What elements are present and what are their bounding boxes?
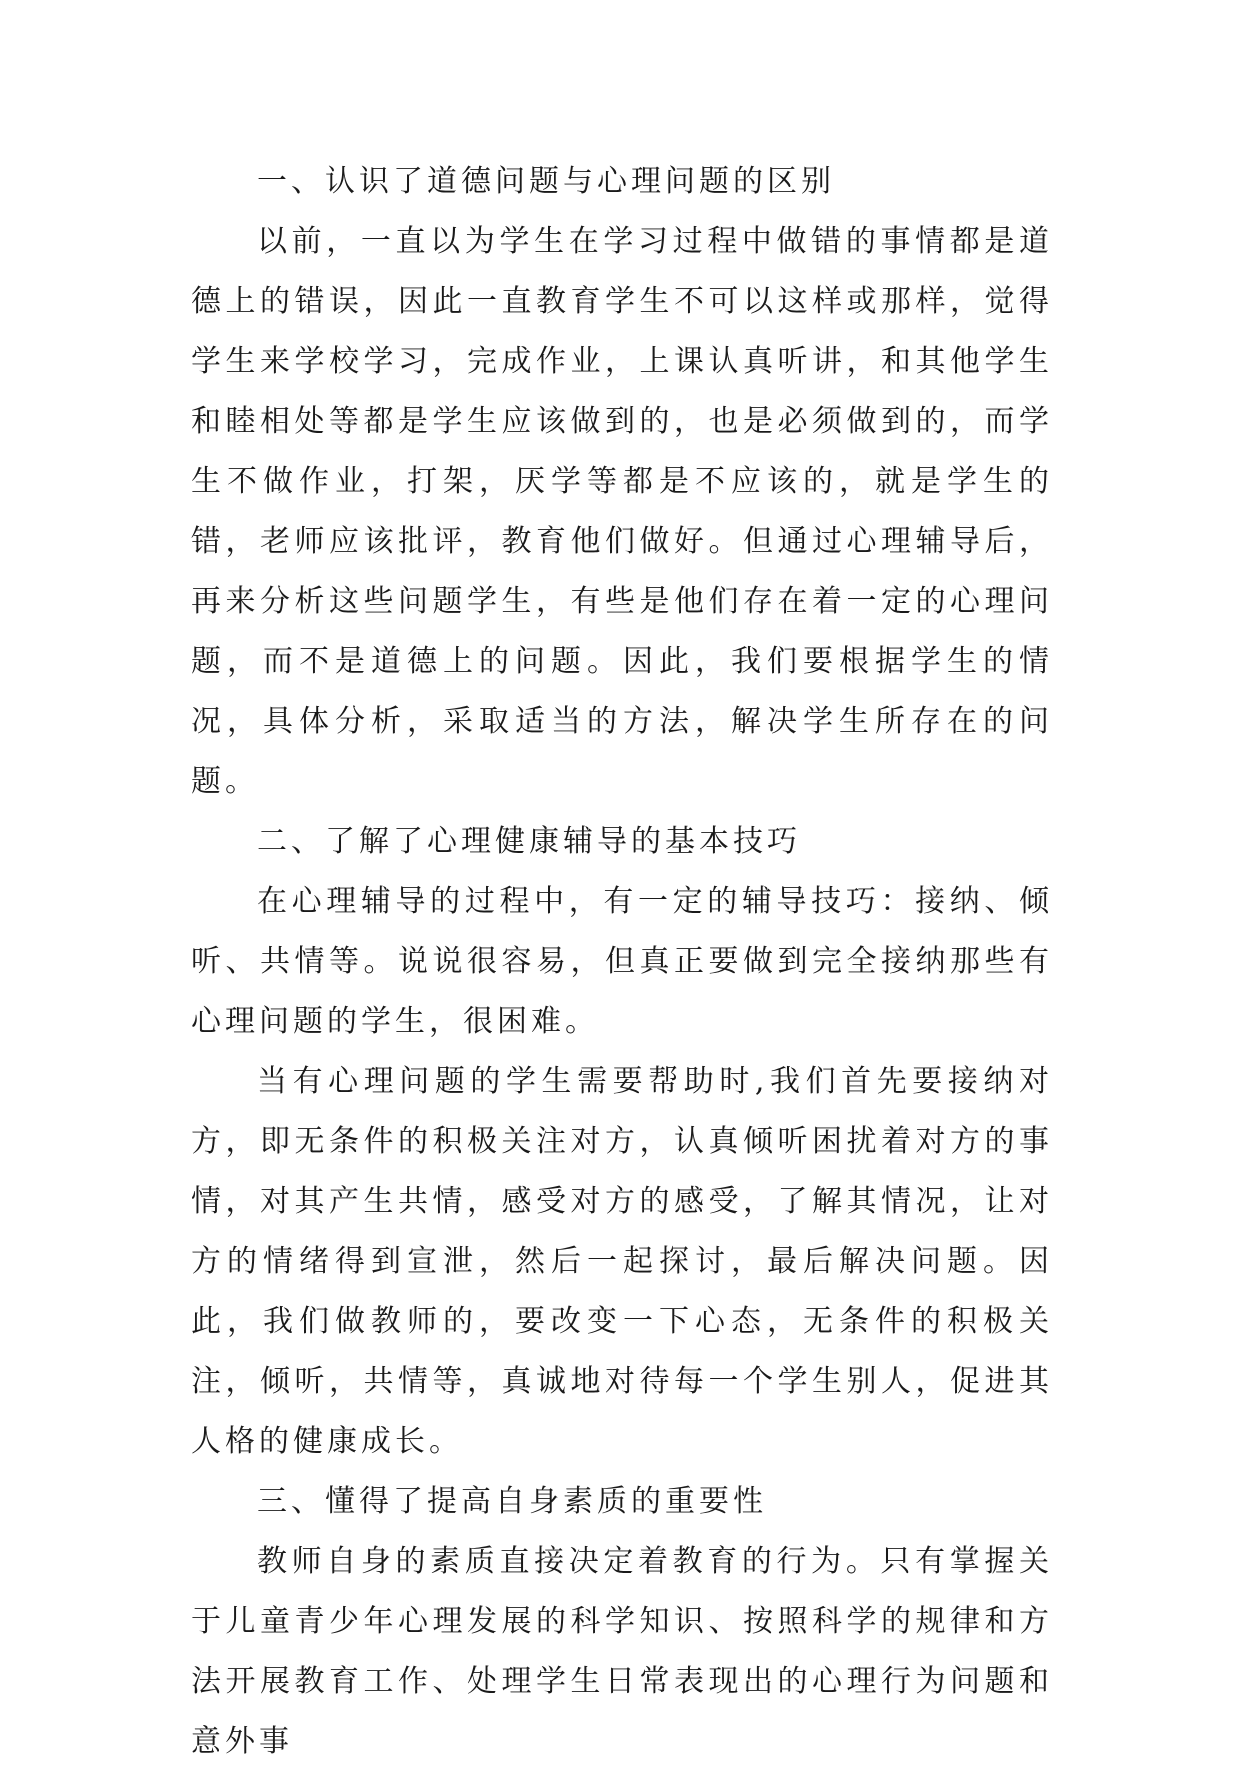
section-1-paragraph-1: 以前，一直以为学生在学习过程中做错的事情都是道德上的错误，因此一直教育学生不可以这样或那样，觉得学生来学校学习，完成作业，上课认真听讲，和其他学生和睦相处等都是学生应该做到的，也是必须做到的，而学生不做作业，打架，厌学等都是不应该的，就是学生的错，老师应该批评，教育他们做好。但通过心理辅导后，再来分析这些问题学生，有些是他们存在着一定的心理问题，而不是道德上的问题。因此，我们要根据学生的情况，具体分析，采取适当的方法，解决学生所存在的问题。 xyxy=(191,224,1053,799)
section-heading-2: 二、了解了心理健康辅导的基本技巧 xyxy=(257,824,801,859)
section-2-paragraph-1: 在心理辅导的过程中，有一定的辅导技巧：接纳、倾听、共情等。说说很容易，但真正要做到完全接纳那些有心理问题的学生，很困难。 xyxy=(191,884,1053,1039)
section-heading-3: 三、懂得了提高自身素质的重要性 xyxy=(257,1484,767,1519)
document-body xyxy=(191,152,1053,1772)
section-2-paragraph-2: 当有心理问题的学生需要帮助时,我们首先要接纳对方，即无条件的积极关注对方，认真倾听困扰着对方的事情，对其产生共情，感受对方的感受，了解其情况，让对方的情绪得到宣泄，然后一起探讨，最后解决问题。因此，我们做教师的，要改变一下心态，无条件的积极关注，倾听，共情等，真诚地对待每一个学生别人，促进其人格的健康成长。 xyxy=(191,1064,1053,1459)
section-heading-1: 一、认识了道德问题与心理问题的区别 xyxy=(257,164,835,199)
section-3-paragraph-1: 教师自身的素质直接决定着教育的行为。只有掌握关于儿童青少年心理发展的科学知识、按照科学的规律和方法开展教育工作、处理学生日常表现出的心理行为问题和意外事 xyxy=(191,1544,1053,1759)
